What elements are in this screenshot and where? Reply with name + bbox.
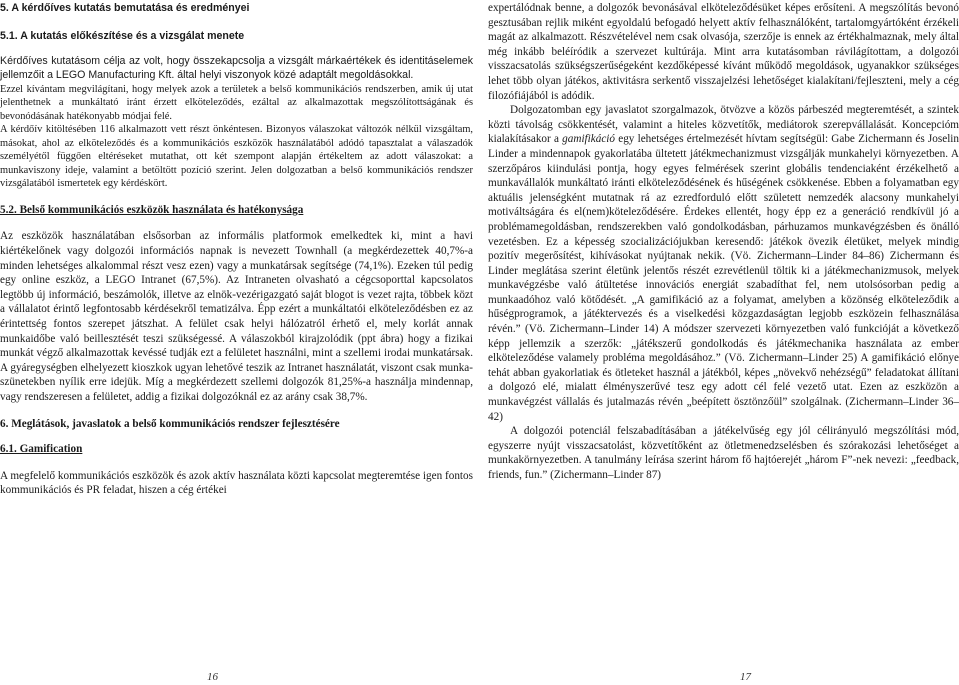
subsection-title: 5.1. A kutatás előkészítése és a vizsgálat menete [0, 29, 245, 42]
section-title: 5. A kérdőíves kutatás bemutatása és eredményei [0, 2, 250, 14]
heading-text: 5.2. Belső kommunikációs eszközök használata és hatékonysága [0, 203, 304, 216]
paragraph: A dolgozói potenciál felszabadításában a játékelvűség egy jól célirányuló megszólítási mód, egyszerre nyújt visszacsatolást, közvetítőként az ötletmenedzselésben és szórakozási lehetőséget a munkakörnyezetben. A tanulmány leírása szerint három fő hajtóerejét „három F”-nek nevezi: „feedback, friends, fun.” (Zichermann–Linder 87) [488, 425, 959, 481]
heading-text: 6.1. Gamification [0, 443, 83, 456]
paragraph: expertálódnak benne, a dolgozók bevonásával elköteleződésüket képes erősíteni. A megszólítás bevonó gesztusában rejlik miként egyoldalú befogadó helyett aktív felhasználóként, tartalomgyártóként érzékeli magát az alkalmazott. Részvételével nem csak olvasója, szerzője is ennek az értékhalmaznak, mely által még inkább beléíródik a szervezet kultúrája. Mint arra kutatásomban rávilágítottam, a dolgozói visszacsatolás szükségszerűségeként kezdőképessé kívánt működő megoldások, ugyanakkor szükséges lehet több olyan játékos, aktivitásra serkentő visszajelzési lehetőséget kialakítani/fejleszteni, mely a cég filozófiájából is adódik. [488, 2, 959, 102]
section-heading-6-1 [0, 442, 473, 457]
paragraph: Az eszközök használatában elsősorban az informális platformok emelkedtek ki, mint a havi kiértékelőnek vagy dolgozói információs napnak is nevezett Townhall (a megkérdezettek 40,7%-a minden lehetséges alkalommal részt vesz ezen) vagy a munkatársak segítsége (74,1%). Ezeken túl pedig egy online eszköz, a LEGO Intranet (67,5%). Az Intraneten olvasható a cégcsoporttal kapcsolatos legtöbb új információ, beszámolók, illetve az elnök-vezérigazgató saját blogot is vezet rajta, többek közt a vállalatot érintő legfontosabb kérdésekről tematizálva. Épp ezért a munkáltatói elköteleződésben ez az érintettség fontos szerepet játszhat. A felület csak helyi hálózatról érhető el, mely korlát annak munkaidőbe való beillesztését teszi szükségessé. A válaszokból kirajzolódik (ppt ábra) hogy a fizikai munkát végző alkalmazottak kevéssé tudják ezt a felületet használni, mint a szellemi irodai munkatársak. A gyáregységben elhelyezett kioszkok ugyan lehetővé teszik az Intranet használatát, viszont csak munka-szünetekben nyílik erre idejük. Míg a megkérdezett szellemi dolgozók 81,25%-a használja mindennap, vagy rendszeresen a felületet, addig a fizikai dolgozóknál ez az arány csak 38,7%. [0, 230, 473, 403]
page-number-right: 17 [740, 671, 751, 683]
page-number-left: 16 [207, 671, 218, 683]
left-page-column [0, 0, 473, 498]
paragraph: A megfelelő kommunikációs eszközök és azok aktív használata közti kapcsolat megteremtése igen fontos kommunikációs és PR feladat, hiszen a cég értékei [0, 469, 473, 497]
section-heading-6: 6. Meglátások, javaslatok a belső kommunikációs rendszer fejlesztésére [0, 417, 340, 430]
paragraph: A kérdőív kitöltésében 116 alkalmazott vett részt önkéntesen. Bizonyos válaszokat változók nélkül vizsgáltam, másokat, ahol az elköteleződés és a kommunikációs eszközök használatából adódó tapasztalat a válaszadók személyétől függően eltéréseket mutathat, ott két szempont alapján értékeltem az adott válaszokat: a munkaviszony ideje, valamint a betöltött pozíció szerint. Jelen dolgozatban a belső kommunikációs rendszer vizsgálatából ismertetek egy kérdéskört. [0, 124, 473, 190]
paragraph: Ezzel kívántam megvilágítani, hogy melyek azok a területek a belső kommunikációs rendszerben, amik új utat jelenthetnek a munkáltató iránt érzett elköteleződés, ezáltal az alkalmazottak megszólítottságának és bevonódásának hatékonyabb módjai felé. [0, 83, 473, 122]
intro-paragraph: Kérdőíves kutatásom célja az volt, hogy összekapcsolja a vizsgált márkaértékek és identitáselemek jellemzőit a LEGO Manufacturing Kft. által helyi viszonyok közé adaptált megoldásokkal. [0, 55, 473, 82]
section-heading-5-2 [0, 203, 473, 218]
italic-term: gamifikáció [562, 133, 615, 146]
right-page-column [488, 0, 959, 483]
paragraph-text: egy lehetséges értelmezését hívtam segítségül: Gabe Zichermann és Joselin Linder a mindennapok gyakorlatába ültetett játékmechanizmust vizsgálják munkahelyi környezetben. A szerzőpáros kiindulási pontja, hogy egyes felmérések szerint globális tendenciaként érzékelhető a munkavállalók munkáltató iránti elköteleződésének és hűségének csökkenése. Ebben a folyamatban egy aktuális jelenségként mutatnak rá az ezredforduló előtt született nemzedék alacsony munkahelyi motiváltságára és el(nem)köteleződésére. Érdekes ellentét, hogy épp ez a generáció rendkívül jó a problémamegoldásban, rendszerekben való gondolkodásban, párhuzamos munkavégzésben és önálló vezetésben. Ez a képesség szocializációjukban keresendő: játékok övezik életüket, melyek mindig pozitív megerősítést, kihívásokat nyújtanak nekik. (Vö. Zichermann–Linder 84–86) Zichermann és Linder meglátása szerint életünk jelentős részét ezrevétlenül töltik ki a játékmechanizmusok, melyek munkavégzésbe való átültetése innovációs energiát szabadíthat fel, nem utolsósorban pedig a munkaadóhoz való kötődését. „A gamifikáció az a folyamat, amelyben a közönség elköteleződik a hűségprogramok, a játéktervezés és a viselkedési közgazdaságtan legjobb eszközein felhasználása révén.” (Vö. Zichermann–Linder 14) A módszer szervezeti környezetben való funkcióját a következő képp jellemzik a szerzők: „játékszerű gondolkodás és játékmechanika használata az ember elköteleződése valamely probléma megoldásához.” (Vö. Zichermann–Linder 25) A gamifikáció előnye tehát abban gyakorlatiak és ötleteket használ a játékból, képes „növekvő nehézségű” feladatokat állítani a dolgozó elé, mialatt élményszerűvé tesz egy adott cél felé vezető utat. Ezen az eszközön a munkavégzést vállalás és jutalmazás révén „beépített ösztönzőül” szolgálnak. (Zichermann–Linder 36–42) [488, 133, 959, 423]
paragraph-text: Dolgozatomban egy javaslatot szorgalmazok, ötvözve a közös párbeszéd megteremtését, a szintek közti távolság csökkentését, valamint a hiteles közvetítők, mediátorok szerepvállalását. Koncepcióm kialakításakor a [488, 104, 959, 146]
paragraph-gamification [488, 103, 959, 424]
